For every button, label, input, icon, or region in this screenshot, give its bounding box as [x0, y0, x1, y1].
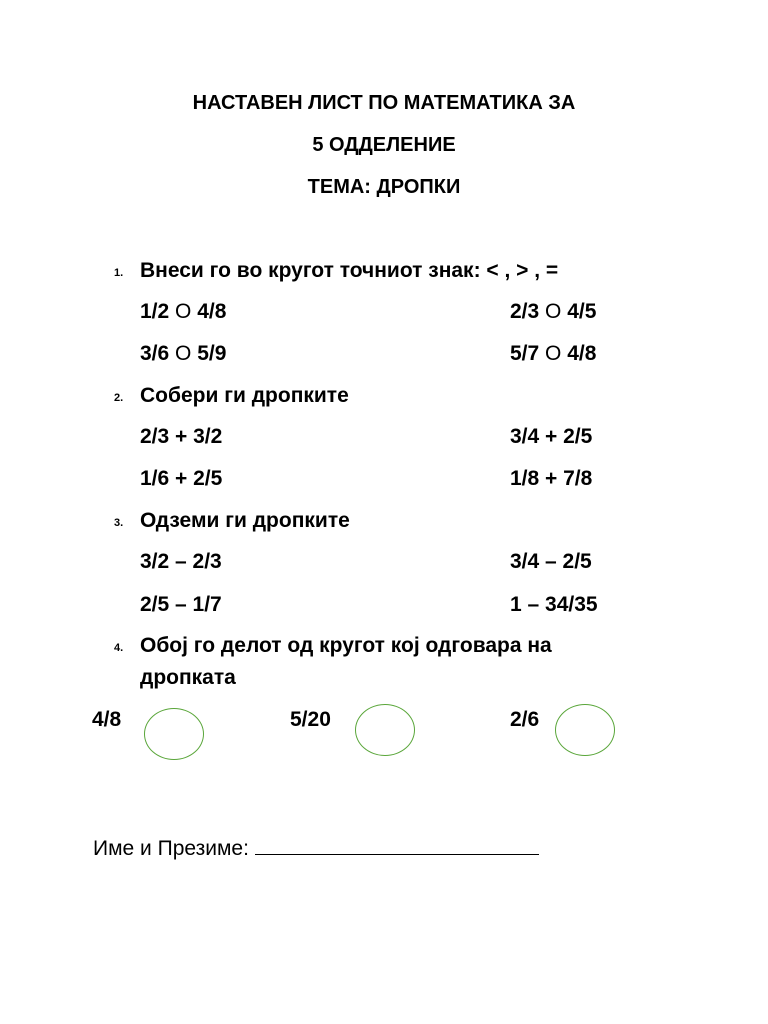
- comparison-circle: O: [175, 300, 192, 323]
- worksheet-topic: ТЕМА: ДРОПКИ: [307, 176, 461, 198]
- task-2-expression: 1/6 + 2/5: [140, 467, 223, 490]
- fraction: 4/8: [197, 300, 227, 323]
- coloring-circle[interactable]: [555, 704, 615, 756]
- task-4-fraction: 2/6: [510, 708, 540, 731]
- task-4-fraction: 5/20: [290, 708, 331, 731]
- task-2-expression: 3/4 + 2/5: [510, 425, 593, 448]
- task-1-comparison: [140, 341, 226, 367]
- task-1-number: 1.: [114, 267, 124, 279]
- fraction: 4/8: [567, 342, 597, 365]
- task-2-instruction: Собери ги дропките: [140, 384, 349, 407]
- task-4-number: 4.: [114, 642, 124, 654]
- task-1-comparison: [510, 299, 596, 325]
- fraction: 5/9: [197, 342, 227, 365]
- worksheet-title-line2: 5 ОДДЕЛЕНИЕ: [312, 134, 456, 156]
- worksheet-title-line1: НАСТАВЕН ЛИСТ ПО МАТЕМАТИКА ЗА: [192, 92, 576, 114]
- task-2-expression: 2/3 + 3/2: [140, 425, 223, 448]
- name-blank-line[interactable]: [255, 834, 539, 855]
- task-2-number: 2.: [114, 392, 124, 404]
- task-3-number: 3.: [114, 517, 124, 529]
- name-label: Име и Презиме:: [93, 837, 249, 860]
- task-1-comparison: [140, 299, 226, 325]
- task-4-instruction-line1: Обој го делот од кругот кој одговара на: [140, 634, 552, 657]
- task-3-expression: 1 – 34/35: [510, 593, 598, 616]
- fraction: 4/5: [567, 300, 597, 323]
- fraction: 3/6: [140, 342, 170, 365]
- comparison-circle: O: [545, 300, 562, 323]
- task-2-expression: 1/8 + 7/8: [510, 467, 593, 490]
- task-4-fraction: 4/8: [92, 708, 122, 731]
- task-3-expression: 3/4 – 2/5: [510, 550, 592, 573]
- fraction: 2/3: [510, 300, 540, 323]
- fraction: 1/2: [140, 300, 170, 323]
- task-3-expression: 3/2 – 2/3: [140, 550, 222, 573]
- comparison-circle: O: [545, 342, 562, 365]
- comparison-circle: O: [175, 342, 192, 365]
- coloring-circle[interactable]: [144, 708, 204, 760]
- task-3-instruction: Одземи ги дропките: [140, 509, 350, 532]
- fraction: 5/7: [510, 342, 540, 365]
- coloring-circle[interactable]: [355, 704, 415, 756]
- name-field: [93, 834, 539, 862]
- task-1-instruction: Внеси го во кругот точниот знак: < , > , =: [140, 259, 559, 282]
- task-3-expression: 2/5 – 1/7: [140, 593, 222, 616]
- task-4-instruction-line2: дропката: [140, 666, 236, 689]
- task-1-comparison: [510, 341, 596, 367]
